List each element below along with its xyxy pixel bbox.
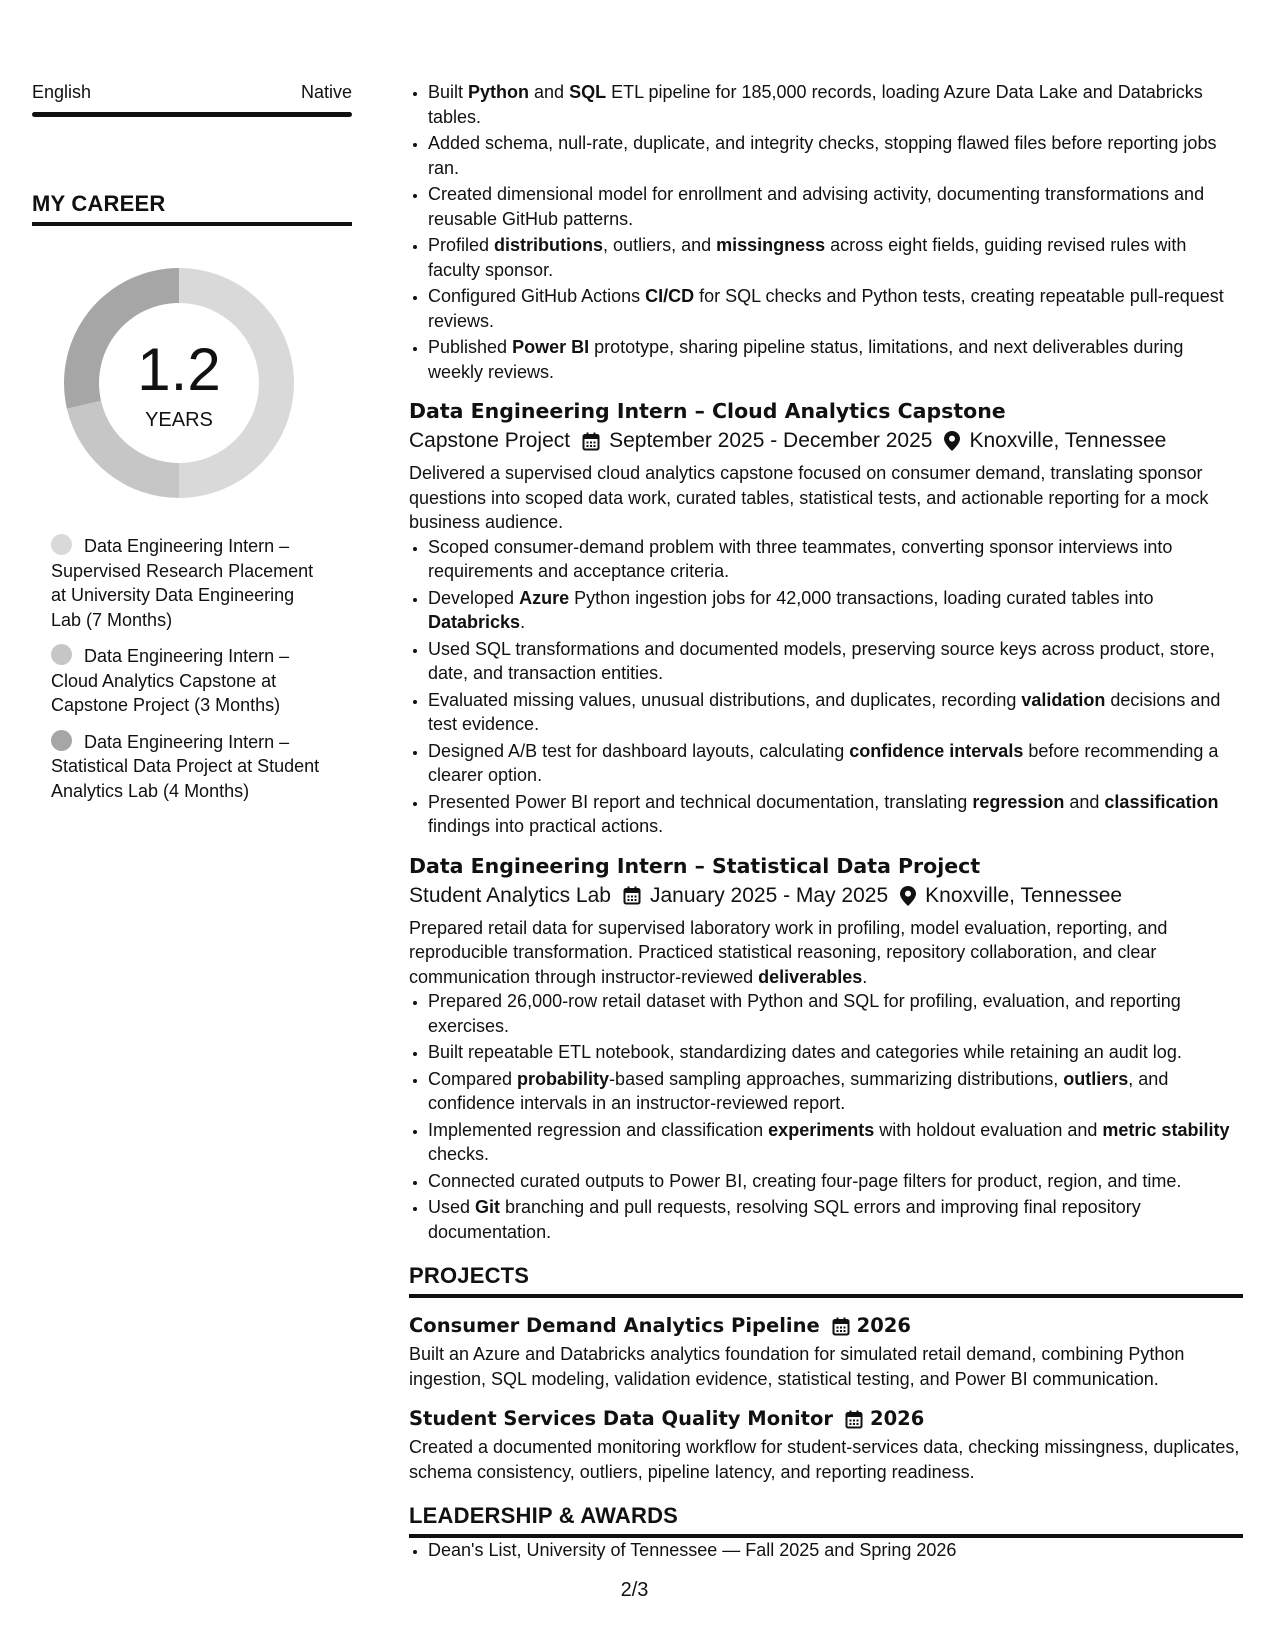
project-description: Created a documented monitoring workflow for student-services data, checking missingness, duplicates, schema consistency, outliers, pipeline latency, and reporting readiness.: [409, 1437, 1240, 1482]
bold-keyword: Power BI: [512, 337, 590, 357]
text-run: , outliers, and: [603, 235, 717, 255]
text-run: Delivered a supervised cloud analytics capstone focused on consumer demand, translating sponsor questions into scoped data work, curated tables, statistical tests, and actionable reporting for a mock business audience.: [409, 463, 1209, 532]
project-header: [409, 1405, 1243, 1433]
text-run: Implemented regression and classification: [428, 1119, 769, 1140]
legend-item: [51, 730, 326, 804]
text-run: , and confidence intervals in an instructor-reviewed report.: [428, 1068, 1169, 1113]
project-description: Built an Azure and Databricks analytics foundation for simulated retail demand, combining Python ingestion, SQL modeling, validation evidence, statistical testing, and Power BI communication.: [409, 1344, 1185, 1389]
bold-keyword: experiments: [768, 1119, 875, 1140]
bullet-item: [428, 335, 1243, 384]
text-run: Presented Power BI report and technical documentation, translating: [428, 791, 973, 812]
text-run: Profiled: [428, 235, 495, 255]
legend-dot: [51, 534, 72, 555]
job-organization: Student Analytics Lab: [409, 883, 611, 907]
bold-keyword: Databricks: [428, 612, 521, 632]
text-run: Prepared 26,000-row retail dataset with Python and SQL for profiling, evaluation, and reporting exercises.: [428, 991, 1181, 1036]
bullet-item: [428, 790, 1243, 839]
legend-item: [51, 534, 326, 632]
language-name: English: [32, 82, 92, 102]
job-organization: Capstone Project: [409, 429, 571, 452]
language-level-bar: [32, 112, 352, 117]
text-run: branching and pull requests, resolving SQL errors and improving final repository documentation.: [428, 1197, 1141, 1242]
text-run: with holdout evaluation and: [874, 1119, 1103, 1140]
job-title: Data Engineering Intern – Cloud Analytics Capstone: [409, 399, 1006, 423]
bold-keyword: probability: [517, 1068, 610, 1089]
calendar-icon: [582, 432, 600, 451]
legend-item: [51, 644, 326, 718]
job-dates: September 2025 - December 2025: [609, 429, 933, 452]
text-run: Python ingestion jobs for 42,000 transactions, loading curated tables into: [569, 587, 1154, 608]
bullet-item: [428, 233, 1243, 282]
job-bullets: [409, 535, 1243, 839]
bold-keyword: SQL: [569, 82, 607, 102]
job-bullets: [409, 989, 1243, 1244]
text-run: Used: [428, 1197, 476, 1217]
legend-label: Data Engineering Intern – Supervised Research Placement at University Data Engineering Lab (7 Months): [51, 536, 314, 630]
bullet-item: [428, 586, 1243, 635]
bullet-item: [428, 989, 1243, 1038]
bullet-item: [428, 1169, 1243, 1194]
bullet-item: [428, 182, 1243, 231]
legend-dot: [51, 730, 72, 751]
bold-keyword: Azure: [519, 587, 570, 608]
text-run: findings into practical actions.: [428, 816, 664, 836]
text-run: Configured GitHub Actions: [428, 286, 646, 306]
projects-heading-rule: [409, 1294, 1243, 1298]
career-years-value: 1.2: [137, 336, 221, 403]
text-run: Created dimensional model for enrollment and advising activity, documenting transformations and reusable GitHub patterns.: [428, 184, 1205, 229]
projects-heading: PROJECTS: [409, 1263, 530, 1288]
text-run: .: [520, 612, 526, 632]
calendar-icon: [623, 886, 641, 905]
text-run: -based sampling approaches, summarizing distributions,: [609, 1068, 1064, 1089]
text-run: ETL pipeline for 185,000 records, loading Azure Data Lake and Databricks tables.: [428, 82, 1203, 127]
text-run: prototype, sharing pipeline status, limitations, and next deliverables during weekly reviews.: [428, 337, 1184, 382]
career-years-label: YEARS: [145, 409, 213, 431]
text-run: decisions and test evidence.: [428, 689, 1221, 734]
bullet-item: [428, 1195, 1243, 1244]
leadership-heading: LEADERSHIP & AWARDS: [409, 1503, 679, 1528]
text-run: Prepared retail data for supervised laboratory work in profiling, model evaluation, reporting, and reproducible transformation. Practiced statistical reasoning, repository collaboration, and clear communication through instructor-reviewed: [409, 917, 1168, 987]
location-pin-icon: [944, 431, 960, 451]
bold-keyword: regression: [972, 791, 1065, 812]
text-run: and: [529, 82, 570, 102]
bold-keyword: missingness: [716, 235, 826, 255]
bullet-item: [428, 739, 1243, 788]
bullet-item: [428, 535, 1243, 584]
career-heading-rule: [32, 222, 352, 226]
project-entry: [409, 1405, 1243, 1484]
bold-keyword: Git: [475, 1197, 501, 1217]
text-run: Evaluated missing values, unusual distributions, and duplicates, recording: [428, 689, 1022, 710]
text-run: Added schema, null-rate, duplicate, and integrity checks, stopping flawed files before reporting jobs ran.: [428, 133, 1217, 178]
job-location: Knoxville, Tennessee: [969, 429, 1167, 452]
bold-keyword: distributions: [494, 235, 604, 255]
text-run: across eight fields, guiding revised rules with faculty sponsor.: [428, 235, 1187, 280]
language-row: [32, 78, 352, 106]
bold-keyword: validation: [1021, 689, 1106, 710]
job-description: [409, 461, 1243, 535]
leadership-list: [409, 1538, 1243, 1563]
job-entry: [409, 852, 1243, 1245]
project-year: 2026: [856, 1314, 911, 1337]
main-column: [409, 80, 1243, 1565]
bold-keyword: deliverables: [758, 966, 863, 987]
sidebar: [32, 78, 352, 815]
location-pin-icon: [900, 886, 916, 906]
bullet-item: [428, 637, 1243, 686]
text-run: Used SQL transformations and documented models, preserving source keys across product, store, date, and transaction entities.: [428, 638, 1215, 683]
bold-keyword: classification: [1104, 791, 1219, 812]
bold-keyword: metric stability: [1102, 1119, 1230, 1140]
project-header: [409, 1312, 1243, 1340]
project-name: Student Services Data Quality Monitor: [409, 1407, 834, 1430]
project-entry: [409, 1312, 1243, 1391]
bullet-item: [428, 1067, 1243, 1116]
text-run: Compared: [428, 1068, 518, 1089]
page-number: [0, 1578, 1275, 1602]
job-description: [409, 916, 1243, 990]
text-run: checks.: [428, 1144, 490, 1164]
text-run: Developed: [428, 587, 520, 608]
text-run: Scoped consumer-demand problem with three teammates, converting sponsor interviews into requirements and acceptance criteria.: [428, 536, 1173, 581]
bullet-item: [428, 284, 1243, 333]
career-heading: MY CAREER: [32, 191, 166, 216]
language-level: Native: [300, 82, 352, 102]
bullet-item: [428, 1118, 1243, 1167]
bullet-item: [428, 688, 1243, 737]
job-meta: [409, 426, 1243, 456]
text-run: for SQL checks and Python tests, creating repeatable pull-request reviews.: [428, 286, 1224, 331]
bullet-item: [428, 131, 1243, 180]
calendar-icon: [845, 1410, 863, 1429]
text-run: before recommending a clearer option.: [428, 740, 1219, 785]
job-title: Data Engineering Intern – Statistical Data Project: [409, 853, 981, 878]
text-run: Connected curated outputs to Power BI, creating four-page filters for product, region, and time.: [428, 1170, 1182, 1191]
bold-keyword: outliers: [1063, 1068, 1129, 1089]
experience-list: [409, 397, 1243, 1244]
bullet-item: [428, 80, 1243, 129]
legend-label: Data Engineering Intern – Cloud Analytics Capstone at Capstone Project (3 Months): [51, 646, 290, 715]
bold-keyword: Python: [468, 82, 530, 102]
projects-list: [409, 1312, 1243, 1484]
job-meta: [409, 881, 1243, 911]
legend-label: Data Engineering Intern – Statistical Data Project at Student Analytics Lab (4 Months): [51, 731, 320, 801]
project-name: Consumer Demand Analytics Pipeline: [409, 1314, 820, 1337]
calendar-icon: [832, 1317, 850, 1336]
text-run: .: [862, 966, 868, 987]
text-run: Published: [428, 337, 513, 357]
experience-continued-bullets: [409, 80, 1243, 384]
project-year: 2026: [870, 1407, 925, 1430]
career-legend: [51, 534, 326, 803]
legend-dot: [51, 644, 72, 665]
bold-keyword: confidence intervals: [849, 740, 1024, 761]
text-run: Built: [428, 82, 469, 102]
career-donut-chart: [64, 268, 294, 498]
job-entry: [409, 397, 1243, 839]
text-run: Designed A/B test for dashboard layouts, calculating: [428, 740, 850, 761]
text-run: Built repeatable ETL notebook, standardizing dates and categories while retaining an audit log.: [428, 1042, 1182, 1062]
job-location: Knoxville, Tennessee: [925, 883, 1123, 907]
text-run: and: [1064, 791, 1105, 812]
bold-keyword: CI/CD: [645, 286, 695, 306]
job-dates: January 2025 - May 2025: [649, 883, 889, 907]
award-item: • Dean's List, University of Tennessee — Fall 2025 and Spring 2026: [428, 1538, 1243, 1563]
bullet-item: [428, 1040, 1243, 1065]
page-number-text: 2/3: [620, 1579, 649, 1601]
